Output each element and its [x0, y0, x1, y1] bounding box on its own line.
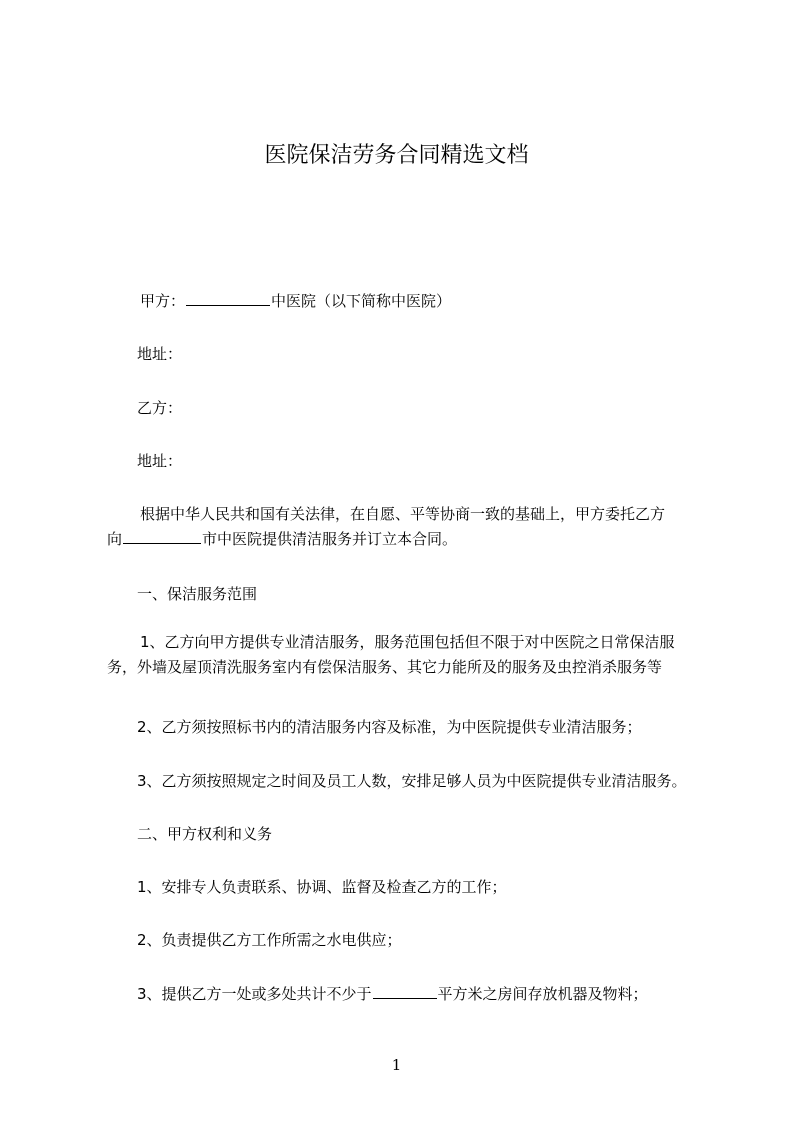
preamble-line-2-prefix: 向 [107, 530, 123, 548]
preamble-paragraph [107, 502, 707, 552]
preamble-line-1: 根据中华人民共和国有关法律，在自愿、平等协商一致的基础上，甲方委托乙方 [140, 505, 666, 523]
party-a-label: 甲方： [140, 292, 186, 310]
party-b-address: 地址： [137, 452, 183, 470]
section-2-item-3-suffix: 平方米之房间存放机器及物料； [437, 985, 648, 1003]
preamble-line-2 [107, 527, 707, 552]
party-b-label: 乙方： [137, 399, 183, 417]
party-a-blank [186, 290, 270, 306]
section-2-item-1: 1、安排专人负责联系、协调、监督及检查乙方的工作； [137, 878, 507, 896]
document-title: 医院保洁劳务合同精选文档 [264, 143, 529, 168]
section-1-item-1-line-2: 务，外墙及屋顶清洗服务室内有偿保洁服务、其它力能所及的服务及虫控消杀服务等 [107, 658, 663, 676]
section-2-item-3-prefix: 3、提供乙方一处或多处共计不少于 [137, 985, 372, 1003]
section-1-item-1 [107, 630, 707, 680]
party-a-line [140, 290, 451, 312]
section-2-heading: 二、甲方权利和义务 [137, 825, 273, 843]
party-a-suffix: 中医院（以下简称中医院） [271, 292, 452, 310]
page-number: 1 [391, 1056, 402, 1074]
section-1-heading: 一、保洁服务范围 [137, 585, 258, 603]
city-blank [123, 528, 201, 544]
party-a-address: 地址： [137, 345, 183, 363]
area-blank [373, 983, 437, 999]
section-2-item-3 [137, 983, 648, 1005]
section-1-item-3: 3、乙方须按照规定之时间及员工人数，安排足够人员为中医院提供专业清洁服务。 [137, 772, 687, 790]
section-1-item-1-line-1: 1、乙方向甲方提供专业清洁服务，服务范围包括但不限于对中医院之日常保洁服 [140, 633, 675, 651]
section-2-item-2: 2、负责提供乙方工作所需之水电供应； [137, 931, 402, 949]
section-1-item-2: 2、乙方须按照标书内的清洁服务内容及标准，为中医院提供专业清洁服务； [137, 718, 642, 736]
preamble-line-2-suffix: 市中医院提供清洁服务并订立本合同。 [202, 530, 458, 548]
